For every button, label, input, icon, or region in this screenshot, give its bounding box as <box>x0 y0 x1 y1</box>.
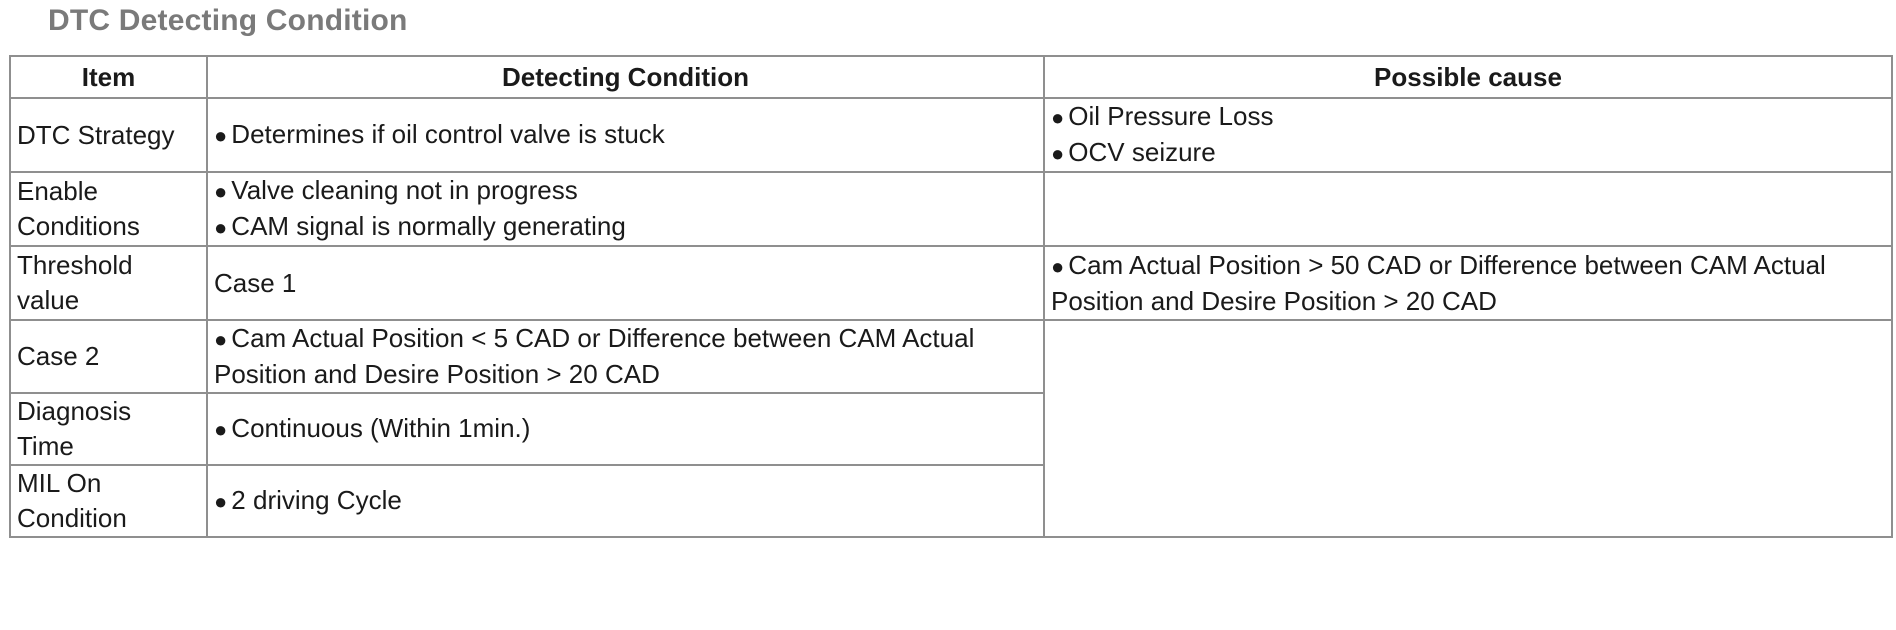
header-item: Item <box>10 56 207 98</box>
bullet-icon: ● <box>1051 141 1065 166</box>
condition-text: CAM signal is normally generating <box>231 211 626 241</box>
condition-text: Determines if oil control valve is stuck <box>231 119 665 149</box>
list-item <box>214 411 1037 447</box>
item-text: Threshold <box>17 250 133 280</box>
cell-item-enable-conditions <box>10 172 207 246</box>
table-row <box>10 98 1892 172</box>
bullet-icon: ● <box>214 417 228 442</box>
dtc-condition-table <box>9 55 1893 538</box>
header-detecting-condition: Detecting Condition <box>207 56 1044 98</box>
bullet-icon: ● <box>1051 105 1065 130</box>
cell-condition-enable-conditions <box>207 172 1044 246</box>
condition-text: 2 driving Cycle <box>231 485 402 515</box>
cell-cause-enable-conditions <box>1044 172 1892 246</box>
list-item <box>1051 99 1885 135</box>
cell-cause-threshold-value <box>1044 246 1892 320</box>
cell-condition-threshold-value: Case 1 <box>207 246 1044 320</box>
bullet-icon: ● <box>214 489 228 514</box>
table-row <box>10 172 1892 246</box>
list-item <box>1051 248 1885 284</box>
bullet-icon: ● <box>214 327 228 352</box>
list-item <box>1051 135 1885 171</box>
item-text: Conditions <box>17 211 140 241</box>
cell-item-dtc-strategy: DTC Strategy <box>10 98 207 172</box>
cause-text: OCV seizure <box>1068 137 1216 167</box>
item-text: Enable <box>17 176 98 206</box>
cell-condition-dtc-strategy <box>207 98 1044 172</box>
cause-text-continued: Position and Desire Position > 20 CAD <box>1051 285 1497 316</box>
cell-item-case-2: Case 2 <box>10 320 207 393</box>
condition-text: Continuous (Within 1min.) <box>231 413 531 443</box>
condition-text-continued: Position and Desire Position > 20 CAD <box>214 359 660 389</box>
cause-text: Oil Pressure Loss <box>1068 101 1274 131</box>
list-item <box>214 483 1037 519</box>
cell-cause-dtc-strategy <box>1044 98 1892 172</box>
item-text: Diagnosis <box>17 396 132 426</box>
bullet-icon: ● <box>214 123 228 148</box>
table-header-row <box>10 56 1892 98</box>
item-text: MIL On <box>17 468 102 498</box>
list-item <box>214 209 1037 245</box>
cell-cause-merged <box>1044 320 1892 537</box>
bullet-icon: ● <box>214 179 228 204</box>
cell-item-mil-on-condition <box>10 465 207 537</box>
condition-text: Cam Actual Position < 5 CAD or Difference between CAM Actual <box>231 323 975 353</box>
item-text: value <box>17 285 80 315</box>
bullet-icon: ● <box>1051 253 1065 279</box>
list-item <box>214 321 1037 357</box>
condition-text: Valve cleaning not in progress <box>231 175 578 205</box>
list-item <box>214 117 1037 153</box>
cause-text: Cam Actual Position > 50 CAD or Difference between CAM Actual <box>1068 249 1826 280</box>
cell-item-diagnosis-time <box>10 393 207 465</box>
cell-condition-case-2 <box>207 320 1044 393</box>
list-item <box>214 173 1037 209</box>
table-row <box>10 320 1892 393</box>
bullet-icon: ● <box>214 215 228 240</box>
header-possible-cause: Possible cause <box>1044 56 1892 98</box>
table-row <box>10 246 1892 320</box>
item-text: Time <box>17 431 74 461</box>
cell-condition-diagnosis-time <box>207 393 1044 465</box>
item-text: Condition <box>17 503 127 533</box>
cell-item-threshold-value <box>10 246 207 320</box>
cell-condition-mil-on-condition <box>207 465 1044 537</box>
section-title: DTC Detecting Condition <box>48 4 408 37</box>
